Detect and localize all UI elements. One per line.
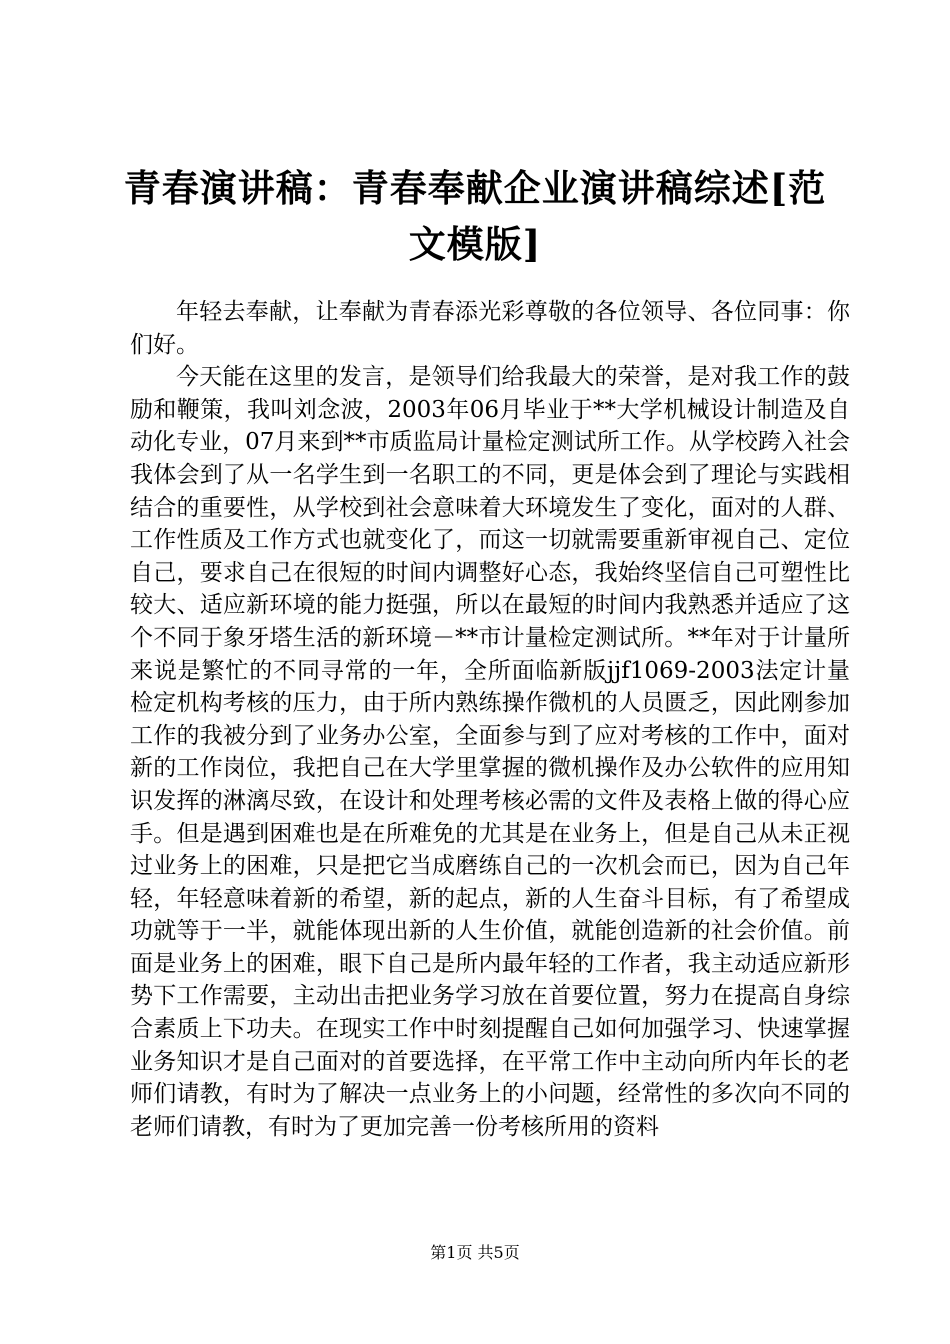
- paragraph-main: 今天能在这里的发言，是领导们给我最大的荣誉，是对我工作的鼓励和鞭策，我叫刘念波，2003年06月毕业于**大学机械设计制造及自动化专业，07月来到**市质监局计量检定测试所工作。从学校跨入社会我体会到了从一名学生到一名职工的不同，更是体会到了理论与实践相结合的重要性，从学校到社会意味着大环境发生了变化，面对的人群、工作性质及工作方式也就变化了，而这一切就需要重新审视自己、定位自己，要求自己在很短的时间内调整好心态，我始终坚信自己可塑性比较大、适应新环境的能力挺强，所以在最短的时间内我熟悉并适应了这个不同于象牙塔生活的新环境－**市计量检定测试所。**年对于计量所来说是繁忙的不同寻常的一年，全所面临新版jjf1069-2003法定计量检定机构考核的压力，由于所内熟练操作微机的人员匮乏，因此刚参加工作的我被分到了业务办公室，全面参与到了应对考核的工作中，面对新的工作岗位，我把自己在大学里掌握的微机操作及办公软件的应用知识发挥的淋漓尽致，在设计和处理考核必需的文件及表格上做的得心应手。但是遇到困难也是在所难免的尤其是在业务上，但是自己从未正视过业务上的困难，只是把它当成磨练自己的一次机会而已，因为自己年轻，年轻意味着新的希望，新的起点，新的人生奋斗目标，有了希望成功就等于一半，就能体现出新的人生价值，就能创造新的社会价值。前面是业务上的困难，眼下自己是所内最年轻的工作者，我主动适应新形势下工作需要，主动出击把业务学习放在首要位置，努力在提高自身综合素质上下功夫。在现实工作中时刻提醒自己如何加强学习、快速掌握业务知识才是自己面对的首要选择，在平常工作中主动向所内年长的老师们请教，有时为了解决一点业务上的小问题，经常性的多次向不同的老师们请教，有时为了更加完善一份考核所用的资料: [130, 364, 851, 1140]
- document-title: 青春演讲稿：青春奉献企业演讲稿综述[范文模版]: [123, 166, 827, 266]
- document-body: [130, 296, 850, 1143]
- page-footer: 第1页 共5页: [430, 1243, 520, 1262]
- paragraph-greeting: 年轻去奉献，让奉献为青春添光彩尊敬的各位领导、各位同事：你们好。: [130, 299, 850, 358]
